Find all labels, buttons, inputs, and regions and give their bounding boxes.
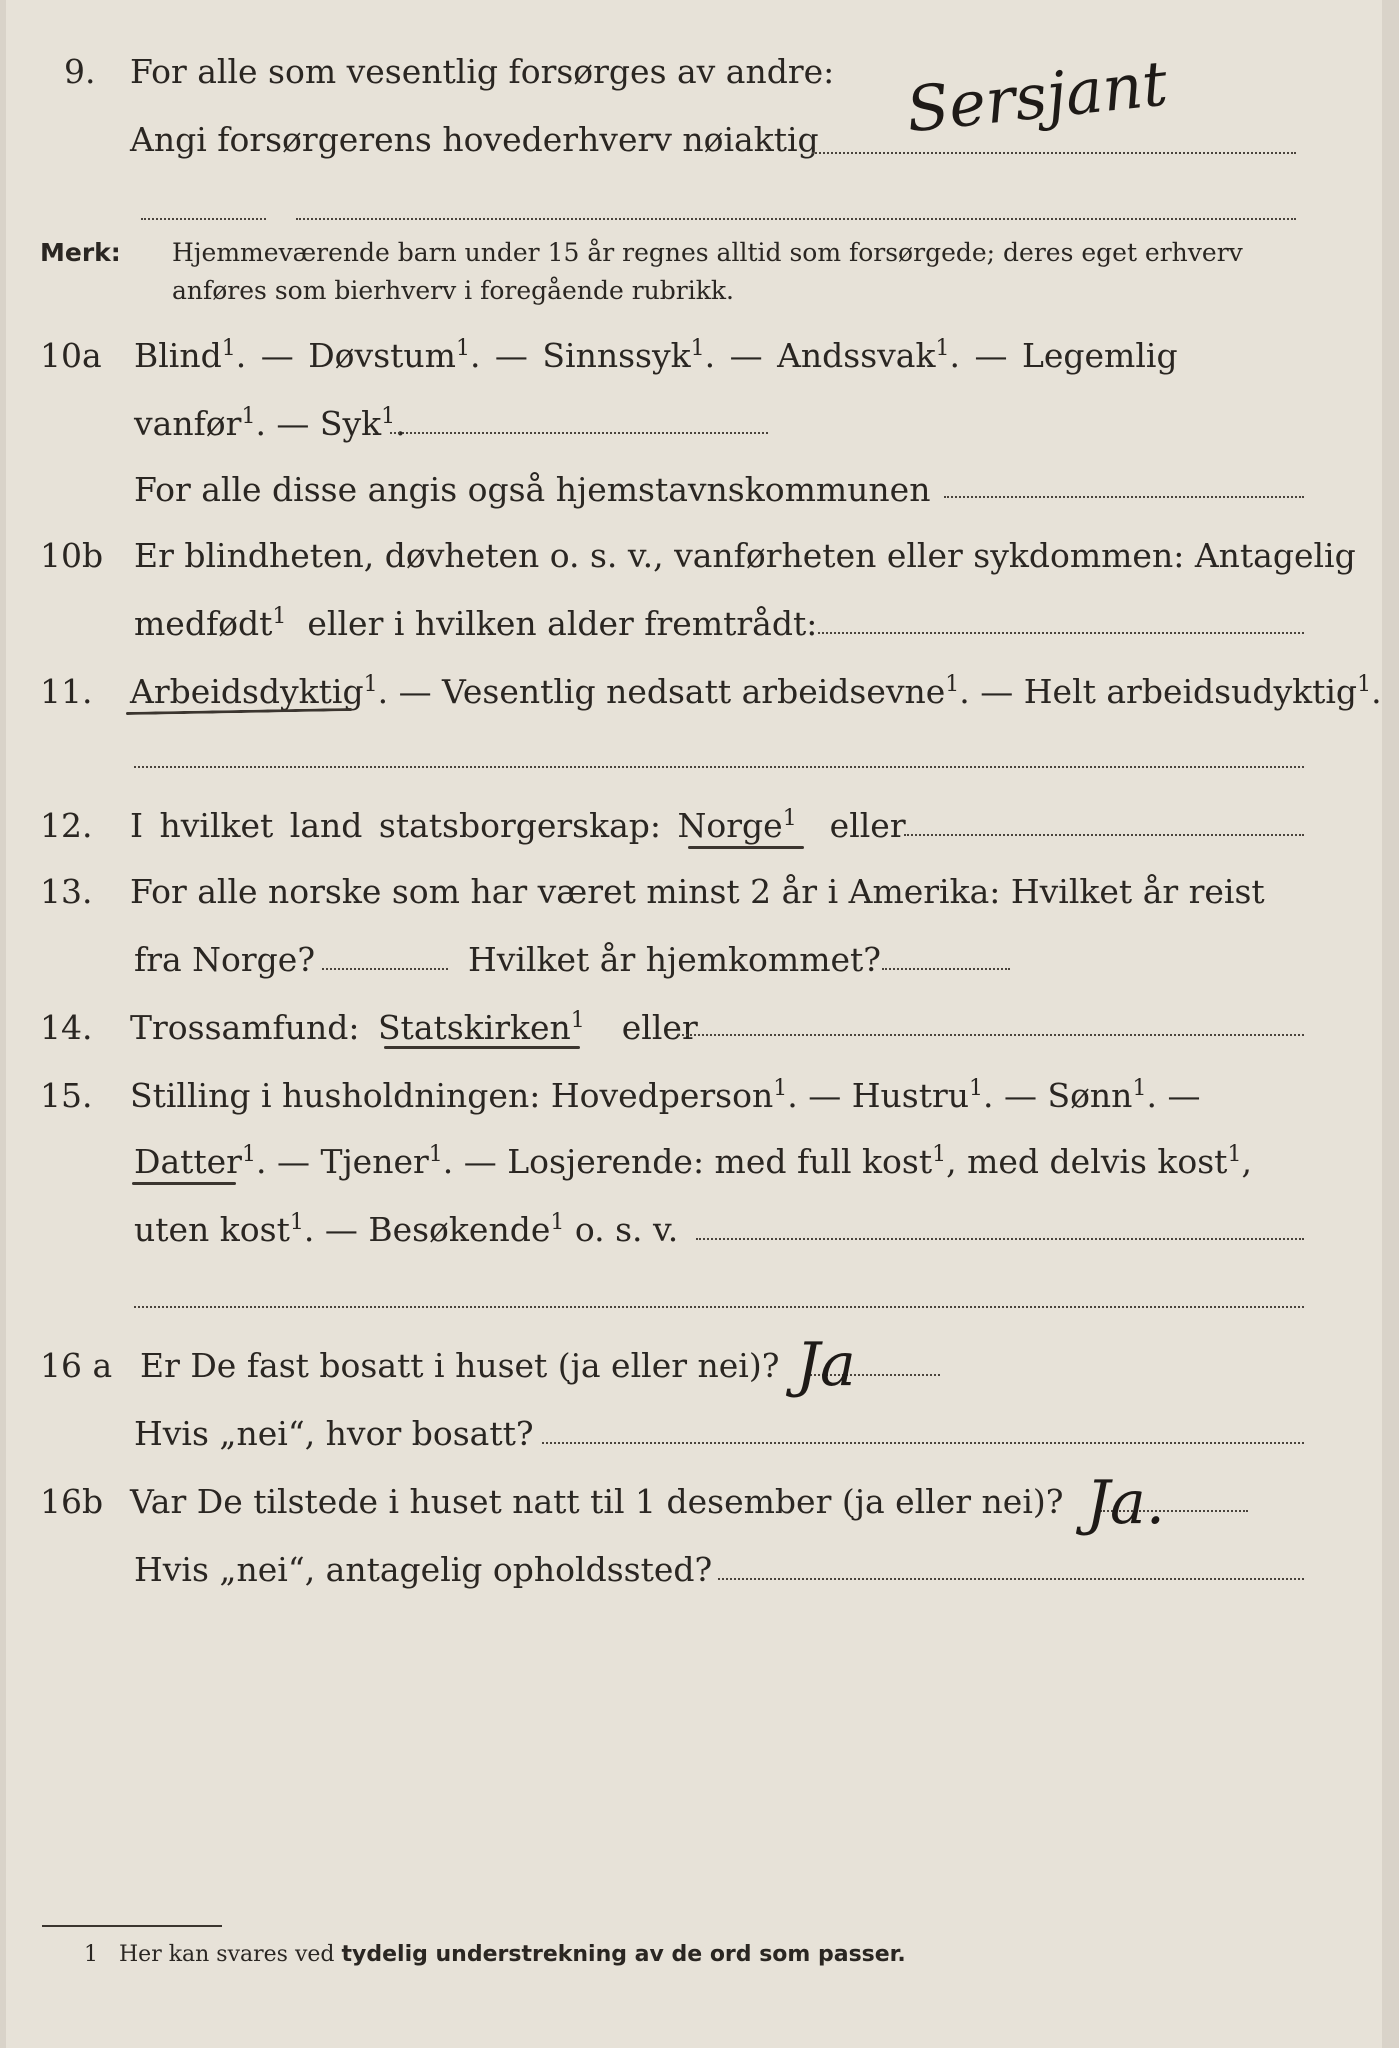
q16a-number: 16 a: [40, 1346, 113, 1385]
q15-extra-line: [134, 1306, 1304, 1308]
q16b-number: 16b: [40, 1482, 104, 1521]
q16a-bosatt-line: [542, 1442, 1304, 1444]
q10a-line1: Blind$^1$. — Døvstum$^1$. — Sinnssyk$^1$. — Andssvak$^1$. — Legemlig: [134, 336, 1178, 375]
opt-medfodt: medfødt: [134, 604, 273, 643]
q13-line1: For alle norske som har været minst 2 år i Amerika: Hvilket år reist: [130, 872, 1265, 911]
q16b-line1: Var De tilstede i huset natt til 1 desember (ja eller nei)?: [130, 1482, 1064, 1521]
opt-nedsatt: — Vesentlig nedsatt arbeidsevne: [398, 672, 946, 711]
q14-answer-line: [678, 1034, 1304, 1036]
q10b-line2: medfødt$^1$ eller i hvilken alder fremtrådt:: [134, 604, 818, 643]
q10b-age-line: [818, 632, 1304, 634]
q14-underline-statskirken: [384, 1046, 580, 1049]
q10a-number: 10a: [40, 336, 102, 375]
opt-legemlig: — Legemlig: [974, 336, 1178, 375]
opt-udyktig: — Helt arbeidsudyktig: [980, 672, 1358, 711]
q9-line1: For alle som vesentlig forsørges av andre:: [130, 52, 835, 91]
q9-answer-line: [812, 152, 1296, 154]
q15-line1: Stilling i husholdningen: Hovedperson$^1$. — Hustru$^1$. — Sønn$^1$. —: [130, 1076, 1201, 1115]
q14-line: Trossamfund: Statskirken$^1$ eller: [130, 1008, 698, 1047]
merk-line2: anføres som bierhverv i foregående rubrikk.: [172, 276, 734, 305]
q10a-syk-line: [390, 432, 768, 434]
q11-extra-line: [134, 766, 1304, 768]
q13-hjemkommet-line: [882, 968, 1010, 970]
footnote-rule: [42, 1925, 222, 1927]
q16b-handwritten-answer: Ja.: [1086, 1468, 1165, 1538]
q11-line1: Arbeidsdyktig$^1$. — Vesentlig nedsatt arbeidsevne$^1$. — Helt arbeidsudyktig$^1$.: [130, 672, 1382, 711]
q10a-line2: vanfør$^1$. — Syk$^1$.: [134, 404, 406, 443]
opt-statskirken: Statskirken: [377, 1008, 571, 1047]
q16a-line1: Er De fast bosatt i huset (ja eller nei)?: [140, 1346, 780, 1385]
q12-number: 12.: [40, 806, 93, 845]
opt-blind: Blind: [134, 336, 222, 375]
q10b-number: 10b: [40, 536, 104, 575]
q12-answer-line: [904, 834, 1304, 836]
opt-andssvak: — Andssvak: [729, 336, 936, 375]
q15-underline-datter: [132, 1182, 236, 1185]
q16b-opholdssted-line: [718, 1578, 1304, 1580]
q13-line2b: Hvilket år hjemkommet?: [468, 940, 881, 979]
q14-number: 14.: [40, 1008, 93, 1047]
merk-label: Merk:: [40, 238, 121, 267]
census-form-page: [6, 0, 1382, 2048]
opt-dovstum: — Døvstum: [260, 336, 456, 375]
q10a-kommune-line: [944, 496, 1304, 498]
q9-line2: Angi forsørgerens hovederhverv nøiaktig: [130, 120, 819, 159]
q9-number: 9.: [64, 52, 96, 91]
q15-answer-line: [696, 1238, 1304, 1240]
q9-extra-line-b: [296, 218, 1296, 220]
q9-extra-line-a: [141, 218, 266, 220]
q12-underline-norge: [688, 846, 804, 849]
q12-line: I hvilket land statsborgerskap: Norge$^1$ eller: [130, 806, 906, 845]
q15-line3: uten kost$^1$. — Besøkende$^1$ o. s. v.: [134, 1210, 679, 1249]
opt-sinnssyk: — Sinnssyk: [494, 336, 691, 375]
q11-number: 11.: [40, 672, 93, 711]
opt-datter: Datter: [134, 1142, 242, 1181]
footnote: 1 Her kan svares ved tydelig understrekning av de ord som passer.: [84, 1942, 906, 1967]
q15-line2: Datter$^1$. — Tjener$^1$. — Losjerende: med full kost$^1$, med delvis kost$^1$,: [134, 1142, 1252, 1181]
q10b-line1: Er blindheten, døvheten o. s. v., vanførheten eller sykdommen: Antagelig: [134, 536, 1356, 575]
opt-syk: — Syk: [276, 404, 382, 443]
q13-number: 13.: [40, 872, 93, 911]
q13-line2a: fra Norge?: [134, 940, 316, 979]
q13-reist-line: [322, 968, 448, 970]
opt-norge: Norge: [677, 806, 783, 845]
q10a-line3: For alle disse angis også hjemstavnskommunen: [134, 470, 931, 509]
q16a-handwritten-answer: Ja: [796, 1330, 856, 1400]
q16a-line2: Hvis „nei“, hvor bosatt?: [134, 1414, 534, 1453]
q16b-line2: Hvis „nei“, antagelig opholdssted?: [134, 1550, 713, 1589]
opt-arbeidsdyktig: Arbeidsdyktig: [130, 672, 364, 711]
opt-vanfor: vanfør: [134, 404, 242, 443]
q15-number: 15.: [40, 1076, 93, 1115]
merk-line1: Hjemmeværende barn under 15 år regnes alltid som forsørgede; deres eget erhverv: [172, 238, 1243, 267]
q9-handwritten-answer: Sersjant: [902, 46, 1171, 147]
